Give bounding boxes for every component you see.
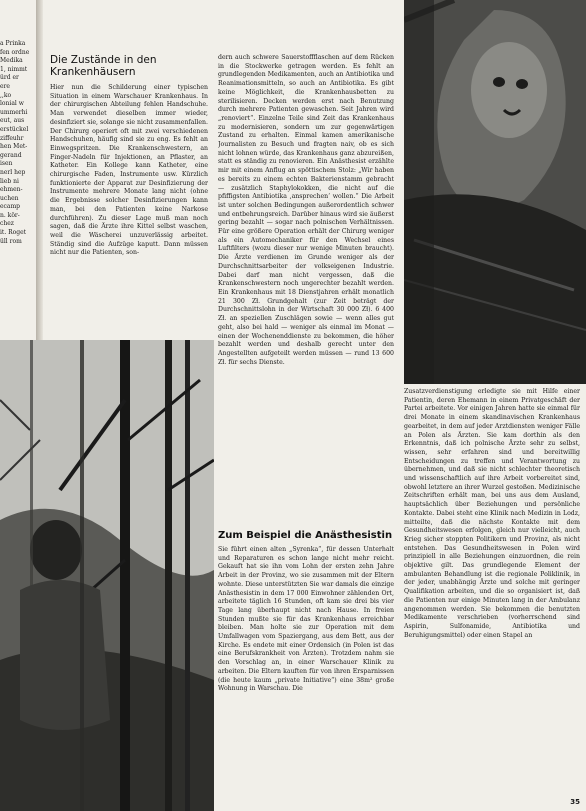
edge-line: it. Roget (0, 229, 27, 237)
edge-line: üll rom (0, 237, 22, 245)
edge-line: n. kör- (0, 211, 20, 219)
article-title (50, 54, 156, 78)
edge-line: lonial w (0, 100, 24, 108)
column-2 (218, 54, 394, 524)
edge-line: hen Met- (0, 143, 28, 151)
column-2b (218, 546, 394, 811)
edge-line: Medika (0, 57, 23, 65)
column-3-text: Zusatzverdienstigung erledigte sie mit Hilfe einer Patientin, deren Ehemann in einem Privatgeschäft der Partei arbeitete. Vor einigen Jahren hatte sie einmal für drei Monate in einem skandinavischen Krankenhaus gearbeitet, in dem auf jeder Arztdiensten weniger Fälle an Polen als Ärzten. Sie kam dorthin als den Erkenntnis, daß ich polnische Ärzte sehr zu selbst, wissen, sehr erfahren sind und bereitwillig Entscheidungen zu treffen und Verantwortung zu übernehmen, und daß sie nicht schlechter theoretisch und wissenschaftlich auf ihre Arbeit vorbereitet sind, obwohl letztere an ihrer Wurzel gestoßen. Medizinische Zeitschriften erhält man, bei uns aus dem Ausland, hauptsächlich über Beziehungen und persönliche Kontakte. Dabei steht eine Klinik nach Medizin in Lodz, mitteilte, daß die nächste Kontakte mit dem Gesundheitswesen erfolgen, gleich nur vielleicht, auch Krieg sicher stoppten Politikern und Provinz, als nicht entstehen. Das Gesundheitswesen in Polen wird prinzipiell in alle Beziehungen einzuordnen, die rein objektive gilt. Das grundlegende Element der ambulanten Behandlung ist die regionale Poliklinik, in der jeder, unabhängig Ärzte und solche mit geringer Qualifikation arbeiten, und die so organisiert ist, daß die Patienten nur einige Minuten lang in der Ambulanz angenommen werden. Sie bekommen die benutzten Medikamente verschrieben (vorherrschend sind Aspirin, Sulfonamide, Antibiotika und Beruhigungsmittel) oder einen Stapel an (404, 388, 580, 639)
edge-line: gerand (0, 151, 22, 159)
edge-line: ehmen- (0, 186, 23, 194)
column-2-text: dern auch schwere Sauerstoffflaschen auf dem Rücken in die Stockwerke getragen werden. Es fehlt an grundlegenden Medikamenten, auch an Antibiotika und Reanimationsmitteln, so auch an Antibiotika. Es gibt keine Möglichkeit, die Krankenhausbetten zu sterilisieren. Decken werden erst nach Benutzung durch mehrere Patienten gewaschen. Seit Jahren wird „renoviert“. Einzelne Teile sind Zeit das Krankenhaus zu modernisieren, sondern um zur gegenwärtigen Zustand zu erhalten. Einmal kamen amerikanische Journalisten zu Besuch und fragten naiv, ob es sich nicht lohnen würde, das Krankenhaus ganz abzureißen, statt es ständig zu renovieren. Ein Anästhesist erzählte mir mit einem Anflug an spöttischem Stolz: „Wir haben es bereits zu einem echten Bakterienstamm gebracht — zusätzlich Staphylokokken, die nicht auf die pfiffigsten Antibiotika ,ansprechen‘ wollen.“ Die Arbeit ist unter solchen Bedingungen außerordentlich schwer und entbehrungsreich. Darüber hinaus wird sie äußerst gering bezahlt — sogar nach polnischen Verhältnissen. Für eine größere Operation erhält der Chirurg weniger als ein Automechaniker für den Wechsel eines Luftfilters (wozu dieser nur wenige Minuten braucht). Die Ärzte verdienen im Grunde weniger als der Durchschnittsarbeiter der volkseigenen Industrie. Dabei darf man nicht vergessen, daß die Krankenschwestern noch ungerechter bezahlt werden. Ein Krankenhaus mit 18 Dienstjahren erhält monatlich 21 300 Zł. Grundgehalt (zur Zeit beträgt der Durchschnittslohn in der Wirtschaft 30 000 Zł). 6 400 Zł. an speziellen Zuschlägen sowie — wenn alles gut geht, also bei hald — weniger als einmal im Monat — einen der Wochenenddienste zu bekommen, die höher bezahlt werden und deshalb gerecht unter den Angestellten aufgeteilt werden müssen — rund 13 600 Zł. für sechs Dienste. (218, 54, 394, 366)
forest-photo (0, 340, 214, 811)
edge-line: isen (0, 160, 13, 168)
statue-photo (404, 0, 586, 384)
article-title-line-2: Krankenhäusern (50, 66, 136, 78)
edge-line: lieb ni (0, 177, 19, 185)
column-1-text: Hier nun die Schilderung einer typischen Situation in einem Warschauer Krankenhaus. In der chirurgischen Abteilung fehlen Handschuhe. Man verwendet dieselben immer wieder, desinfiziert sie, solange sie nicht zusammenfallen. Der Chirurg operiert oft mit zwei verschiedenen Handschuhen, häufig sind sie zu eng. Es fehlt an Einwegspritzen. Die Krankenschwestern, an Finger-Nadeln für Injektionen, an Pflaster, an Katheter. Ein Kollege kann Katheter, eine chirurgische Faden, Instrumente usw. Kürzlich funktionierte der Apparat zur Desinfizierung der Instrumente mehrere Monate lang nicht (ohne die Ergebnisse solcher Desinfizierungen kann man, bei den Patienten keine Narkose durchführen). Zu dieser Lage muß man noch sagen, daß die Ärzte ihre Kittel selbst waschen, weil die Wäscherei unzuverlässig arbeitet. Ständig sind die Aufzüge kaputt. Dann müssen nicht nur die Patienten, son- (50, 84, 208, 257)
page-number: 35 (570, 798, 580, 806)
article-title-line-1: Die Zustände in den (50, 54, 157, 66)
edge-line: uchen (0, 194, 19, 202)
edge-line: ecamp (0, 203, 21, 211)
edge-line: fen ordne (0, 48, 30, 56)
edge-line: nerl hep (0, 168, 26, 176)
column-2b-text: Sie führt einen alten „Syrenka“, für dessen Unterhalt und Reparaturen es schon lange nicht mehr reicht. Gekauft hat sie ihn vom Lohn der ersten zehn Jahre Arbeit in der Provinz, wo sie zusammen mit der Eltern wohnte. Diese unterstützten Sie war damals die einzige Anästhesistin in dem 17 000 Einwohner zählenden Ort, arbeitete täglich 16 Stunden, oft kam sie drei bis vier Tage lang überhaupt nicht nach Hause. In freien Stunden mußte sie für das Krankenhaus erreichbar bleiben. Man holte sie zur Operation mit dem Umfallwagen vom Spaziergang, aus dem Bett, aus der Kirche. Es endete mit einer Ordensich (in Polen ist das eine Berufskrankheit von Ärzten). Trotzdem nahm sie den Vorschlag an, in einer Warschauer Klinik zu arbeiten. Die Eltern kauften für von ihren Ersparnissen (die heute kaum „private Initiative“) eine 38m² große Wohnung in Warschau. Die (218, 546, 394, 693)
edge-line: erstückel (0, 125, 29, 133)
left-page-edge-text (0, 40, 36, 246)
edge-line: ziffeuhr (0, 134, 24, 142)
edge-line: ,,ko (0, 91, 12, 99)
edge-line: 1, nimmt (0, 65, 28, 73)
edge-line: ürd er (0, 74, 19, 82)
edge-line: a Prinka (0, 40, 26, 47)
edge-line: ere (0, 82, 10, 90)
column-3 (404, 388, 580, 800)
edge-line: ummerhi (0, 108, 28, 116)
edge-line: eut, aus (0, 117, 25, 125)
edge-line: chez (0, 220, 14, 228)
subheading-anaesthetist: Zum Beispiel die Anästhesistin (218, 530, 393, 541)
column-1 (50, 84, 208, 340)
